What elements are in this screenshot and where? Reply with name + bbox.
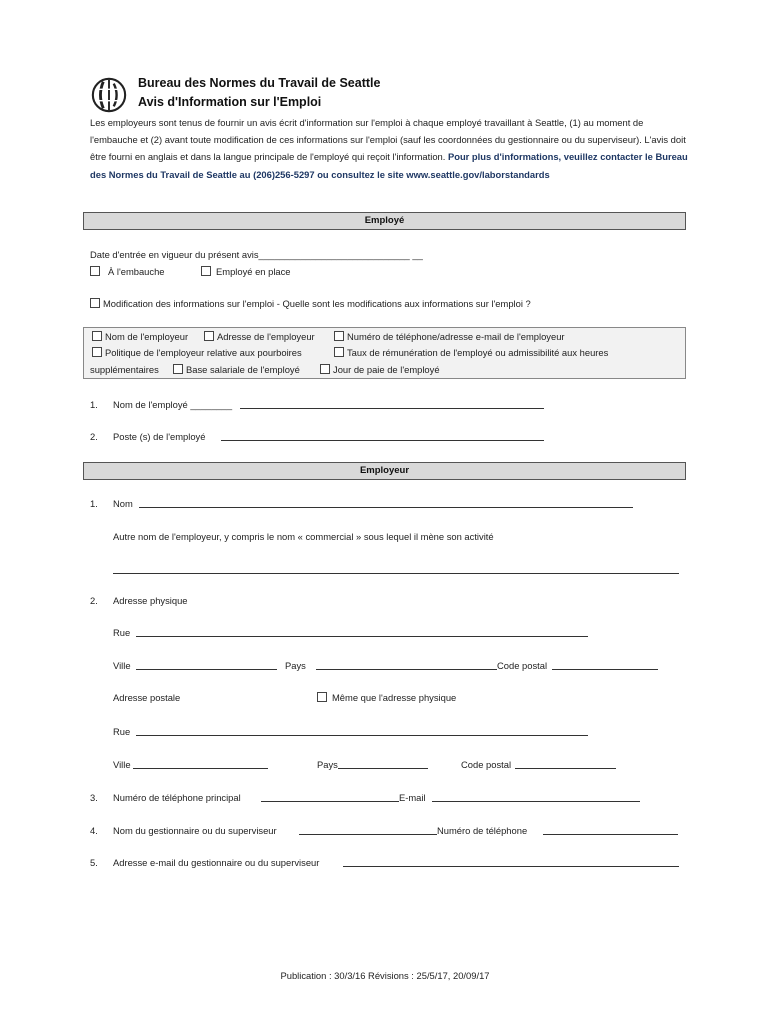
- change-checkbox[interactable]: [90, 298, 100, 308]
- change-label: Modification des informations sur l'emploi - Quelle sont les modifications aux informations sur l'emploi ?: [103, 298, 531, 309]
- change-tip-policy: [92, 347, 302, 358]
- employee-name-label: Nom de l'employé ________: [113, 399, 233, 410]
- country-input[interactable]: [316, 669, 497, 670]
- other-name-input[interactable]: [113, 573, 679, 574]
- supervisor-email-label: Adresse e-mail du gestionnaire ou du superviseur: [113, 857, 320, 868]
- supervisor-phone-label: Numéro de téléphone: [437, 825, 528, 836]
- employer-q3-number: 3.: [90, 792, 98, 803]
- title-agency: Bureau des Normes du Travail de Seattle: [138, 76, 381, 90]
- city-label: Ville: [113, 660, 131, 671]
- change-salary-basis: [173, 364, 300, 375]
- tip-policy-label: Politique de l'employeur relative aux pourboires: [105, 347, 302, 358]
- postal2-label: Code postal: [461, 759, 512, 770]
- employer-q1-number: 1.: [90, 498, 98, 509]
- supervisor-name-input[interactable]: [299, 834, 437, 835]
- city2-input[interactable]: [133, 768, 268, 769]
- pay-day-checkbox[interactable]: [320, 364, 330, 374]
- supervisor-email-input[interactable]: [343, 866, 679, 867]
- employee-name-input[interactable]: [240, 408, 544, 409]
- change-pay-rate: [334, 347, 608, 358]
- email-label: E-mail: [399, 792, 426, 803]
- employer-q5-number: 5.: [90, 857, 98, 868]
- employee-position-label: Poste (s) de l'employé: [113, 431, 206, 442]
- effective-date-field[interactable]: Date d'entrée en vigueur du présent avis_____________________________ __: [90, 249, 423, 260]
- postal2-input[interactable]: [515, 768, 616, 769]
- change-employer-name: [92, 331, 188, 342]
- employee-position-input[interactable]: [221, 440, 544, 441]
- employer-address-label: Adresse de l'employeur: [217, 331, 315, 342]
- employer-name-label: Nom de l'employeur: [105, 331, 189, 342]
- employer-name-label: Nom: [113, 498, 133, 509]
- country2-input[interactable]: [338, 768, 428, 769]
- city-input[interactable]: [136, 669, 277, 670]
- street-input[interactable]: [136, 636, 588, 637]
- seattle-seal-icon: [90, 76, 128, 114]
- at-hire-checkbox[interactable]: [90, 266, 100, 276]
- main-phone-label: Numéro de téléphone principal: [113, 792, 241, 803]
- salary-basis-checkbox[interactable]: [173, 364, 183, 374]
- intro-text: Les employeurs sont tenus de fournir un avis écrit d'information sur l'emploi à chaque employé travaillant à Seattle, (1) au moment de l'embauche et (2) avant toute modification de ces informations sur l'emploi (sauf les coordonnées du gestionnaire ou du superviseur). L'avis doit être fourni en anglais et dans la langue principale de l'employé qui reçoit l'information.: [90, 117, 686, 163]
- change-option: [90, 298, 531, 309]
- employer-name-input[interactable]: [139, 507, 633, 508]
- pay-day-label: Jour de paie de l'employé: [333, 364, 440, 375]
- employer-q2-number: 2.: [90, 595, 98, 606]
- supervisor-phone-input[interactable]: [543, 834, 678, 835]
- tip-policy-checkbox[interactable]: [92, 347, 102, 357]
- change-employer-phone-email: [334, 331, 565, 342]
- employer-phone-email-checkbox[interactable]: [334, 331, 344, 341]
- employer-phone-email-label: Numéro de téléphone/adresse e-mail de l'employeur: [347, 331, 565, 342]
- pay-rate-checkbox[interactable]: [334, 347, 344, 357]
- postal-input[interactable]: [552, 669, 658, 670]
- supervisor-name-label: Nom du gestionnaire ou du superviseur: [113, 825, 277, 836]
- at-hire-label: À l'embauche: [108, 266, 165, 277]
- salary-basis-label: Base salariale de l'employé: [186, 364, 300, 375]
- employer-q4-number: 4.: [90, 825, 98, 836]
- street2-label: Rue: [113, 726, 131, 737]
- main-phone-input[interactable]: [261, 801, 399, 802]
- current-employee-option: [201, 266, 291, 277]
- street2-input[interactable]: [136, 735, 588, 736]
- current-employee-label: Employé en place: [216, 266, 291, 277]
- intro-paragraph: [90, 114, 690, 183]
- city2-label: Ville: [113, 759, 131, 770]
- mailing-address-label: Adresse postale: [113, 692, 181, 703]
- same-address-checkbox[interactable]: [317, 692, 327, 702]
- change-pay-day: [320, 364, 440, 375]
- same-address-option: [317, 692, 456, 703]
- section-header-employer: Employeur: [83, 462, 686, 480]
- postal-label: Code postal: [497, 660, 548, 671]
- at-hire-option: [90, 266, 165, 277]
- employee-q1-number: 1.: [90, 399, 98, 410]
- employer-name-checkbox[interactable]: [92, 331, 102, 341]
- intro-contact-link[interactable]: Pour plus d'informations, veuillez contacter le Bureau des Normes du Travail de Seattle au (206)256-5297 ou consultez le site www.seattle.gov/laborstandards: [90, 151, 688, 180]
- overtime-suffix: supplémentaires: [90, 364, 159, 375]
- employer-address-checkbox[interactable]: [204, 331, 214, 341]
- other-name-label: Autre nom de l'employeur, y compris le nom « commercial » sous lequel il mène son activité: [113, 531, 494, 542]
- physical-address-label: Adresse physique: [113, 595, 188, 606]
- email-input[interactable]: [432, 801, 640, 802]
- same-address-label: Même que l'adresse physique: [332, 692, 457, 703]
- change-employer-address: [204, 331, 315, 342]
- title-form: Avis d'Information sur l'Emploi: [138, 95, 322, 109]
- pay-rate-label: Taux de rémunération de l'employé ou admissibilité aux heures: [347, 347, 609, 358]
- street-label: Rue: [113, 627, 131, 638]
- employee-q2-number: 2.: [90, 431, 98, 442]
- country-label: Pays: [285, 660, 306, 671]
- current-employee-checkbox[interactable]: [201, 266, 211, 276]
- footer-publication: Publication : 30/3/16 Révisions : 25/5/17, 20/09/17: [280, 970, 490, 981]
- section-header-employee: Employé: [83, 212, 686, 230]
- country2-label: Pays: [317, 759, 338, 770]
